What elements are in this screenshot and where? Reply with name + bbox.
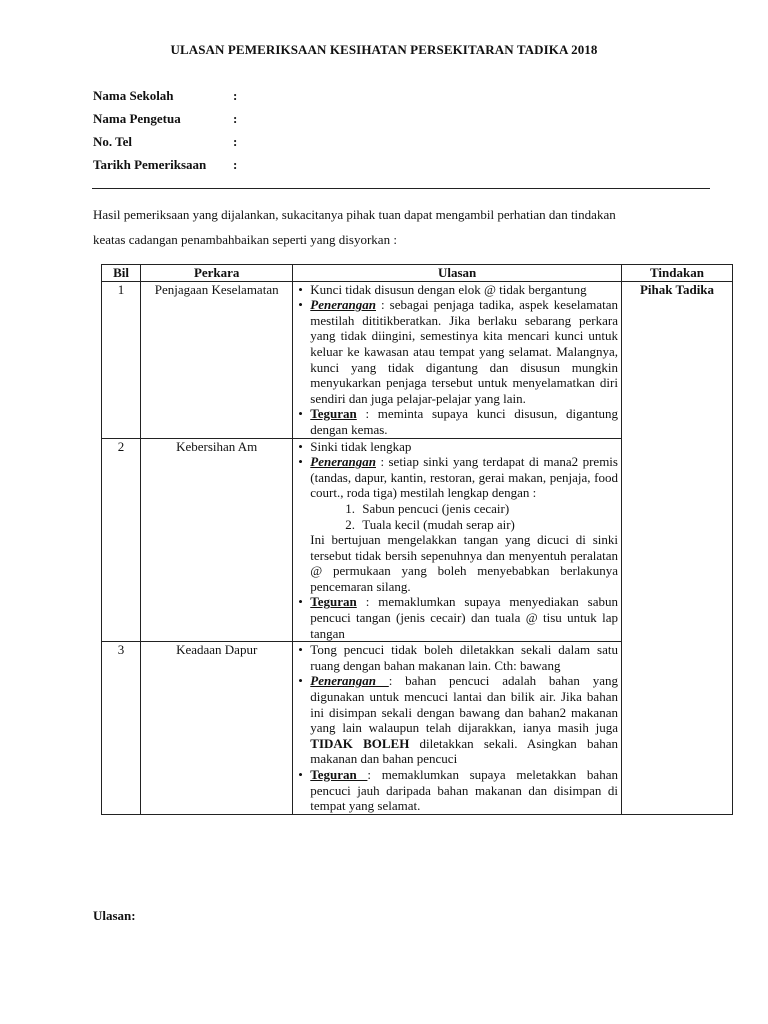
list-item: • Penerangan : bahan pencuci adalah bahan yang digunakan untuk mencuci lantai dan bilik air. Jika bahan ini disimpan sekali dengan bawang dan bahan2 makanan yang lain walaupun telah dijarakkan, ianya masih juga TIDAK BOLEH diletakkan sekali. Asingkan bahan makanan dan bahan pencuci [298, 673, 618, 767]
row-perkara: Keadaan Dapur [141, 642, 293, 815]
row-perkara: Penjagaan Keselamatan [141, 281, 293, 438]
row-ulasan [293, 281, 622, 438]
bullet-icon: • [298, 673, 303, 689]
list-item: • Teguran : meminta supaya kunci disusun, digantung dengan kemas. [298, 406, 618, 437]
penerangan-extra: Ini bertujuan mengelakkan tangan yang dicuci di sinki tersebut tidak bersih sepenuhnya dan menyentuh peralatan @ permukaan yang boleh menyebabkan berlakunya pencemaran silang. [310, 532, 618, 594]
list-item: • Kunci tidak disusun dengan elok @ tidak bergantung [298, 281, 587, 297]
bullet-icon: • [298, 438, 303, 454]
field-colon: : [233, 88, 238, 103]
header-fields [93, 88, 253, 180]
penerangan-label: Penerangan [310, 454, 377, 470]
bullet-icon: • [298, 594, 303, 610]
table-header-row [102, 265, 733, 282]
list-item: • Penerangan : sebagai penjaga tadika, aspek keselamatan mestilah dititikberatkan. Jika berlaku sebarang perkara yang tidak diingini, semestinya kita mencari kunci untuk keluar ke kawasan atau tempat yang selamat. Malangnya, kunci yang tidak digantung dan disusun mungkin menyukarkan penjaga tersebut untuk menyelamatkan diri sendiri dan juga pelajar-pelajar yang lain. [298, 297, 618, 406]
field-label: Tarikh Pemeriksaan [93, 157, 207, 172]
list-item: • Penerangan : setiap sinki yang terdapat di mana2 premis (tandas, dapur, kantin, restoran, gerai makan, penjaja, food court., roda tiga) mestilah lengkap dengan : 1. Sabun pencuci (jenis cecair) 2. Tuala kecil (mudah serap air) Ini bertujuan mengelakkan tangan yang dicuci di sinki tersebut tidak bersih sepenuhnya dan menyentuh peralatan @ permukaan yang boleh menyebabkan berlakunya pencemaran silang. [310, 454, 618, 594]
row-bil: 2 [102, 438, 141, 642]
intro-line: Hasil pemeriksaan yang dijalankan, sukacitanya pihak tuan dapat mengambil perhatian dan tindakan [93, 207, 616, 222]
bullet-icon: • [298, 642, 303, 658]
divider [92, 188, 710, 189]
header-perkara: Perkara [141, 265, 293, 282]
penerangan-label: Penerangan [310, 673, 389, 689]
field-label: Nama Sekolah [93, 88, 174, 103]
teguran-label: Teguran [310, 767, 368, 782]
list-item: • Teguran : memaklumkan supaya meletakkan bahan pencuci jauh daripada bahan makanan dan disimpan di tempat yang selamat. [298, 767, 618, 814]
sublist-item: 2. Tuala kecil (mudah serap air) [358, 517, 618, 533]
list-item: • Sinki tidak lengkap [298, 438, 412, 454]
field-nama-pengetua [93, 111, 253, 134]
bullet-icon: • [298, 297, 303, 313]
intro-paragraph [93, 202, 693, 252]
row-ulasan [293, 438, 622, 642]
document-title: ULASAN PEMERIKSAAN KESIHATAN PERSEKITARAN TADIKA 2018 [170, 42, 598, 57]
header-tindakan: Tindakan [621, 265, 732, 282]
sublist [310, 501, 618, 532]
header-bil: Bil [102, 265, 141, 282]
tindakan-cell: Pihak Tadika [621, 281, 732, 814]
table-row [102, 281, 733, 438]
sublist-item: 1. Sabun pencuci (jenis cecair) [358, 501, 618, 517]
list-item: • Teguran : memaklumkan supaya menyediakan sabun pencuci tangan (jenis cecair) dan tuala @ tisu untuk lap tangan [298, 594, 618, 641]
penerangan-label: Penerangan [310, 297, 377, 313]
teguran-label: Teguran [310, 594, 357, 610]
row-bil: 1 [102, 281, 141, 438]
emphasis-text: TIDAK BOLEH [310, 735, 410, 751]
teguran-label: Teguran [310, 406, 357, 422]
row-perkara: Kebersihan Am [141, 438, 293, 642]
intro-line: keatas cadangan penambahbaikan seperti yang disyorkan : [93, 232, 397, 247]
field-nama-sekolah [93, 88, 253, 111]
field-colon: : [233, 111, 238, 126]
field-colon: : [233, 157, 238, 172]
list-item: • Tong pencuci tidak boleh diletakkan sekali dalam satu ruang dengan bahan makanan lain. Cth: bawang [298, 642, 618, 673]
bullet-icon: • [298, 767, 303, 782]
bullet-icon: • [298, 406, 303, 422]
ulasan-footer-label: Ulasan: [93, 908, 136, 923]
field-no-tel [93, 134, 253, 157]
bullet-icon: • [298, 281, 303, 297]
row-bil: 3 [102, 642, 141, 815]
field-tarikh-pemeriksaan [93, 157, 253, 180]
field-label: Nama Pengetua [93, 111, 181, 126]
header-ulasan: Ulasan [293, 265, 622, 282]
bullet-icon: • [298, 454, 303, 470]
field-label: No. Tel [93, 134, 133, 149]
row-ulasan [293, 642, 622, 815]
review-table [101, 264, 733, 815]
field-colon: : [233, 134, 238, 149]
